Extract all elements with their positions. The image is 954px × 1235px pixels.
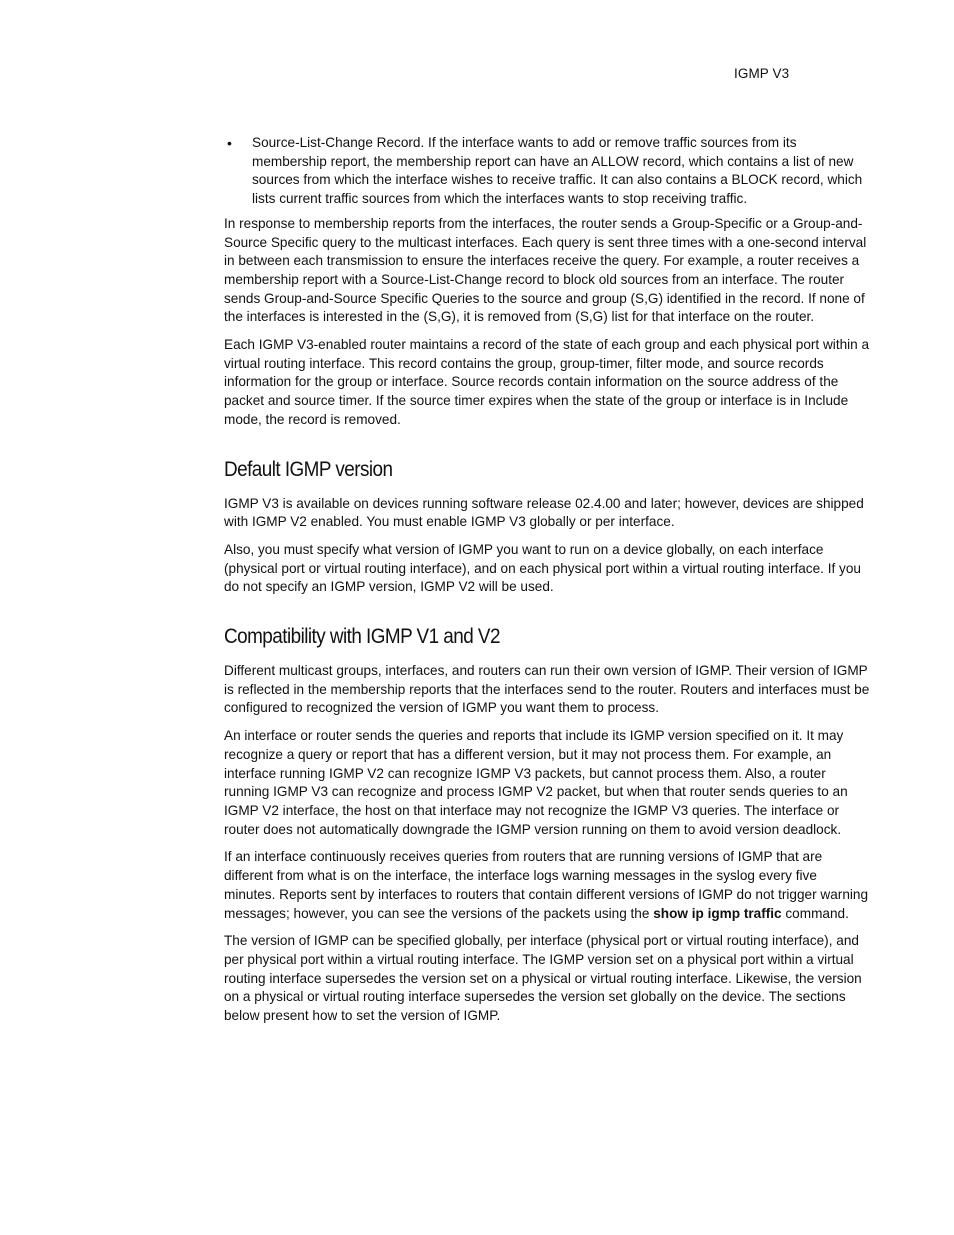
paragraph-syslog-warnings [224,848,870,923]
bullet-list [224,134,870,209]
bullet-icon: • [227,135,232,151]
heading-default-igmp-version: Default IGMP version [224,457,393,481]
syslog-text-before: If an interface continuously receives queries from routers that are running versions of IGMP that are different from what is on the interface, the interface logs warning messages in the syslog every five minutes. Reports sent by interfaces to routers that contain different versions of IGMP do not trigger warning messages; however, you can see the versions of the packets using the [224,849,869,921]
bullet-item-source-list-change [224,134,870,209]
paragraph-router-record: Each IGMP V3-enabled router maintains a record of the state of each group and each physical port within a virtual routing interface. This record contains the group, group-timer, filter mode, and source records information for the group or interface. Source records contain information on the source address of the packet and source timer. If the source timer expires when the state of the group or interface is in Include mode, the record is removed. [224,337,870,427]
document-body [224,134,870,1035]
heading-compatibility: Compatibility with IGMP V1 and V2 [224,625,500,649]
paragraph-specify-version: Also, you must specify what version of IGMP you want to run on a device globally, on each interface (physical port or virtual routing interface), and on each physical port within a virtual routing interface. If you do not specify an IGMP version, IGMP V2 will be used. [224,541,861,595]
running-header-title: IGMP V3 [734,66,790,81]
bullet-item-text: Source-List-Change Record. If the interface wants to add or remove traffic sources from its membership report, the membership report can have an ALLOW record, which contains a list of new sources from which the interface wishes to receive traffic. It can also contains a BLOCK record, which lists current traffic sources from which the interfaces wants to stop receiving traffic. [252,135,863,207]
paragraph-queries-reports: An interface or router sends the queries and reports that include its IGMP version specified on it. It may recognize a query or report that has a different version, but it may not process them. For example, an interface running IGMP V2 can recognize IGMP V3 packets, but cannot process them. Also, a router running IGMP V3 can recognize and process IGMP V2 packet, but when that router sends queries to an IGMP V2 interface, the host on that interface may not recognize the IGMP V3 queries. The interface or router does not automatically downgrade the IGMP version running on them to avoid version deadlock. [224,728,848,837]
paragraph-router-response: In response to membership reports from the interfaces, the router sends a Group-Specific or a Group-and-Source Specific query to the multicast interfaces. Each query is sent three times with a one-second interval in between each transmission to ensure the interfaces receive the query. For example, a router receives a membership report with a Source-List-Change record to block old sources from an interface. The router sends Group-and-Source Specific Queries to the source and group (S,G) identified in the record. If none of the interfaces is interested in the (S,G), it is removed from (S,G) list for that interface on the router. [224,215,867,325]
paragraph-multicast-groups: Different multicast groups, interfaces, and routers can run their own version of IGMP. Their version of IGMP is reflected in the membership reports that the interfaces send to the router. Routers and interfaces must be configured to recognized the version of IGMP you want them to process. [224,663,870,716]
syslog-text-after: command. [781,905,849,921]
command-show-ip-igmp-traffic: show ip igmp traffic [653,905,782,921]
paragraph-igmp-v3-availability: IGMP V3 is available on devices running software release 02.4.00 and later; however, devices are shipped with IGMP V2 enabled. You must enable IGMP V3 globally or per interface. [224,495,864,530]
paragraph-version-precedence: The version of IGMP can be specified globally, per interface (physical port or virtual routing interface), and per physical port within a virtual routing interface. The IGMP version set on a physical port within a virtual routing interface supersedes the version set on a physical or virtual routing interface. Likewise, the version on a physical or virtual routing interface supersedes the version set globally on the device. The sections below present how to set the version of IGMP. [224,933,862,1024]
